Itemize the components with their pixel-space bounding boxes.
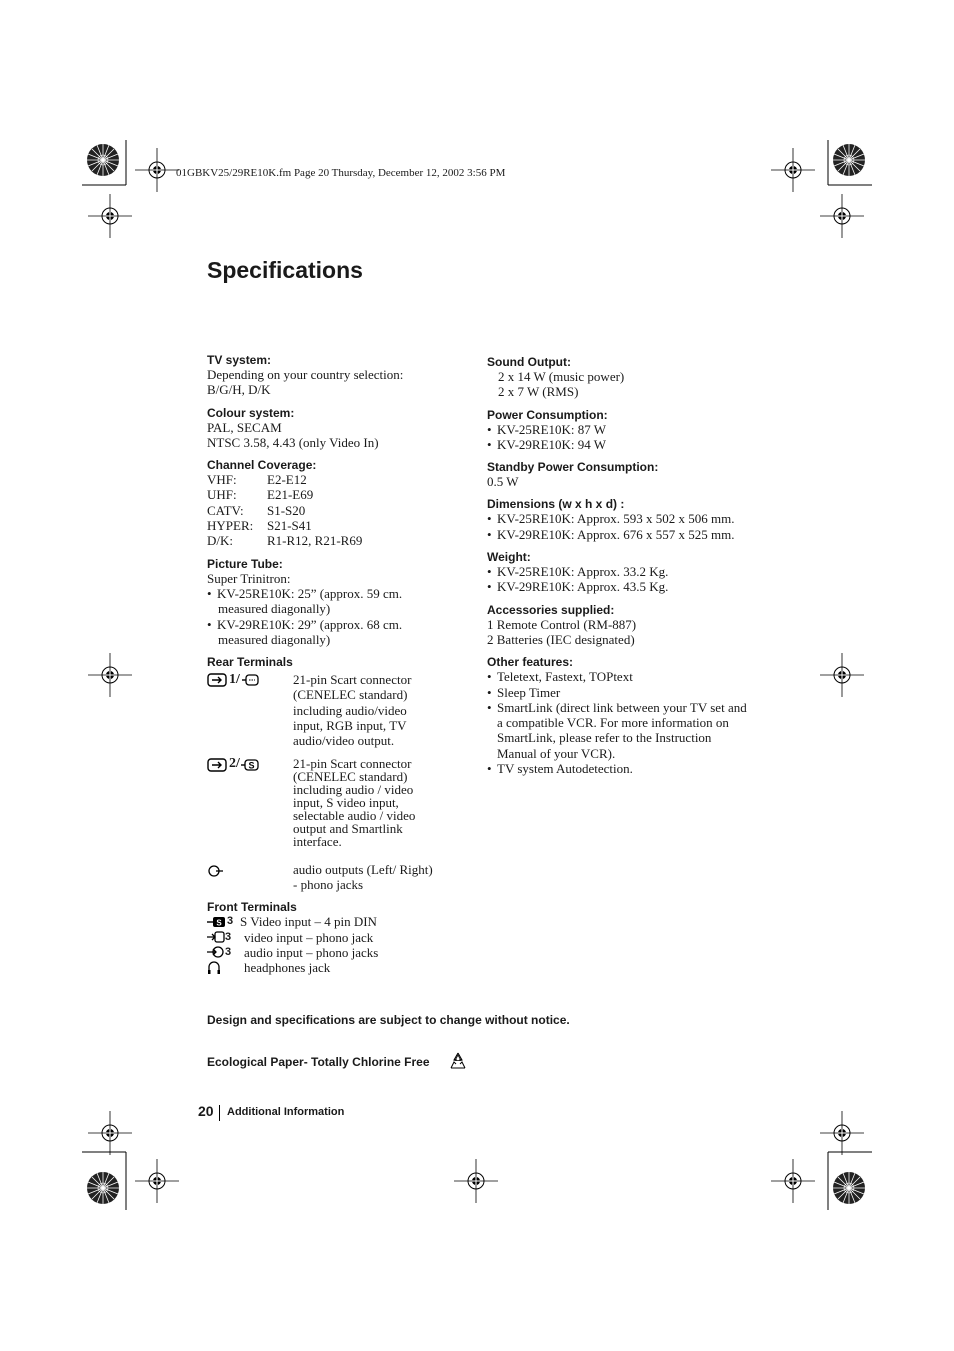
front-terminal-row (207, 930, 477, 945)
registration-mark-icon (771, 1159, 815, 1203)
terminal-row (207, 862, 477, 893)
starburst-mark-icon (87, 144, 119, 176)
terminal-description: audio outputs (Left/ Right) - phono jacks (293, 861, 433, 892)
terminal-label: 2/ (229, 755, 240, 771)
list-item-text: KV-29RE10K: Approx. 676 x 557 x 525 mm. (497, 526, 735, 542)
eco-paper-note: Ecological Paper- Totally Chlorine Free (207, 1055, 430, 1069)
registration-mark-icon (88, 653, 132, 697)
terminal-description: headphones jack (244, 960, 331, 976)
page-title: Specifications (207, 257, 363, 283)
sound-output-heading: Sound Output: (487, 355, 571, 369)
channel-row (207, 472, 477, 487)
list-item-text: KV-25RE10K: Approx. 593 x 502 x 506 mm. (497, 511, 735, 527)
section-name: Additional Information (227, 1106, 345, 1118)
tv-system-heading: TV system: (207, 353, 272, 367)
file-header: 01GBKV25/29RE10K.fm Page 20 Thursday, December 12, 2002 3:56 PM (176, 167, 506, 179)
band-label: D/K: (207, 533, 233, 549)
audio-out-icon (207, 862, 293, 893)
list-item-continued: measured diagonally) (218, 601, 331, 617)
channel-row (207, 487, 477, 502)
channel-row (207, 503, 477, 518)
s-video-icon (207, 914, 240, 929)
list-item-text: KV-25RE10K: 87 W (497, 421, 607, 437)
dimensions-heading: Dimensions (w x h x d) : (487, 497, 625, 512)
starburst-mark-icon (833, 144, 865, 176)
standby-value: 0.5 W (487, 474, 519, 490)
list-item-text: Teletext, Fastext, TOPtext (497, 669, 633, 685)
colour-system-heading: Colour system: (207, 405, 295, 420)
band-range: R1-R12, R21-R69 (267, 533, 363, 549)
list-item-text: SmartLink (direct link between your TV set and a compatible VCR. For more information on SmartLink, please refer to the Instruction Manual of your VCR). (497, 699, 747, 761)
list-item-text: KV-29RE10K: 94 W (497, 436, 607, 452)
rear-terminals-heading: Rear Terminals (207, 655, 293, 670)
svg-text:S: S (216, 918, 222, 928)
headphones-icon (207, 960, 244, 975)
colour-system-line: PAL, SECAM (207, 419, 282, 435)
list-item-text: KV-25RE10K: Approx. 33.2 Kg. (497, 564, 669, 580)
list-item-continued: measured diagonally) (218, 631, 331, 647)
terminal-label: 3 (225, 945, 232, 958)
registration-mark-icon (820, 1111, 864, 1155)
phono-in-icon (207, 930, 244, 945)
band-label: HYPER: (207, 518, 254, 534)
svg-text:S: S (248, 760, 255, 771)
terminal-description: S Video input – 4 pin DIN (240, 914, 377, 930)
left-column (207, 353, 477, 975)
channel-row (207, 518, 477, 533)
registration-mark-icon (771, 148, 815, 192)
picture-tube-heading: Picture Tube: (207, 556, 283, 571)
tv-system-line: B/G/H, D/K (207, 382, 271, 398)
channel-row (207, 533, 477, 548)
terminal-label: 3 (227, 915, 234, 928)
terminal-row (207, 672, 477, 748)
other-features-heading: Other features: (487, 655, 574, 670)
registration-mark-icon (88, 1111, 132, 1155)
terminal-label: 3 (225, 930, 232, 943)
change-notice: Design and specifications are subject to change without notice. (207, 1013, 570, 1027)
starburst-mark-icon (87, 1172, 119, 1204)
registration-mark-icon (135, 1159, 179, 1203)
right-column (487, 355, 749, 776)
front-terminal-row (207, 945, 477, 960)
list-item: • KV-25RE10K: Approx. 33.2 Kg. (487, 564, 669, 580)
channel-coverage-heading: Channel Coverage: (207, 458, 317, 473)
list-item-text: TV system Autodetection. (497, 761, 633, 777)
terminal-description: video input – phono jack (244, 929, 374, 945)
starburst-mark-icon (833, 1172, 865, 1204)
terminal-row (207, 757, 477, 848)
tv-system-line: Depending on your country selection: (207, 367, 404, 382)
colour-system-line: NTSC 3.58, 4.43 (only Video In) (207, 434, 379, 450)
band-label: VHF: (207, 472, 237, 488)
s-video-icon (207, 757, 293, 848)
power-heading: Power Consumption: (487, 407, 608, 422)
sound-output-line: 2 x 7 W (RMS) (498, 384, 579, 400)
band-label: UHF: (207, 487, 237, 503)
front-terminals-heading: Front Terminals (207, 900, 297, 915)
terminal-description: 21-pin Scart connector (CENELEC standard) including audio/video input, RGB input, TV audio/video output. (293, 672, 412, 749)
list-item: • SmartLink (direct link between your TV set and a compatible VCR. For more information on SmartLink, please refer to the Instruction Manual of your VCR). (487, 699, 747, 761)
front-terminal-row (207, 914, 477, 929)
band-range: S21-S41 (267, 518, 312, 534)
accessories-line: 2 Batteries (IEC designated) (487, 631, 635, 647)
list-item: • Teletext, Fastext, TOPtext (487, 669, 633, 685)
list-item-text: Sleep Timer (497, 684, 561, 700)
band-label: CATV: (207, 502, 244, 518)
audio-in-icon (207, 945, 244, 960)
scart-icon (207, 672, 293, 748)
terminal-label: 1/ (229, 672, 240, 688)
list-item: • KV-25RE10K: 87 W (487, 421, 607, 437)
list-item: • Sleep Timer (487, 684, 561, 700)
list-item: • TV system Autodetection. (487, 761, 633, 777)
front-terminal-row (207, 960, 477, 975)
picture-tube-intro: Super Trinitron: (207, 570, 291, 586)
weight-heading: Weight: (487, 550, 531, 565)
band-range: S1-S20 (267, 502, 306, 518)
registration-mark-icon (454, 1159, 498, 1203)
registration-mark-icon (820, 653, 864, 697)
sound-output-line: 2 x 14 W (music power) (498, 369, 625, 384)
list-item: • KV-29RE10K: 94 W (487, 436, 607, 452)
page-number-divider (219, 1105, 220, 1121)
registration-mark-icon (820, 194, 864, 238)
page-number: 20 (198, 1103, 214, 1119)
list-item: • KV-25RE10K: 25” (approx. 59 cm. (207, 585, 403, 601)
band-range: E2-E12 (267, 472, 307, 488)
accessories-heading: Accessories supplied: (487, 602, 615, 617)
terminal-description: 21-pin Scart connector (CENELEC standard) including audio / video input, S video input, selectable audio / video output and Smartlink interface. (293, 755, 416, 849)
list-item-text: KV-25RE10K: 25” (approx. 59 cm. (217, 585, 403, 601)
recycle-icon (448, 1051, 468, 1071)
band-range: E21-E69 (267, 487, 314, 503)
accessories-line: 1 Remote Control (RM-887) (487, 616, 637, 632)
standby-heading: Standby Power Consumption: (487, 460, 659, 475)
list-item: • KV-25RE10K: Approx. 593 x 502 x 506 mm. (487, 511, 735, 527)
list-item: • KV-29RE10K: Approx. 43.5 Kg. (487, 579, 669, 595)
registration-mark-icon (88, 194, 132, 238)
list-item: • KV-29RE10K: 29” (approx. 68 cm. (207, 616, 403, 632)
registration-mark-icon (135, 148, 179, 192)
list-item: • KV-29RE10K: Approx. 676 x 557 x 525 mm. (487, 526, 735, 542)
list-item-text: KV-29RE10K: 29” (approx. 68 cm. (217, 616, 403, 632)
terminal-description: audio input – phono jacks (244, 944, 379, 960)
list-item-text: KV-29RE10K: Approx. 43.5 Kg. (497, 579, 669, 595)
